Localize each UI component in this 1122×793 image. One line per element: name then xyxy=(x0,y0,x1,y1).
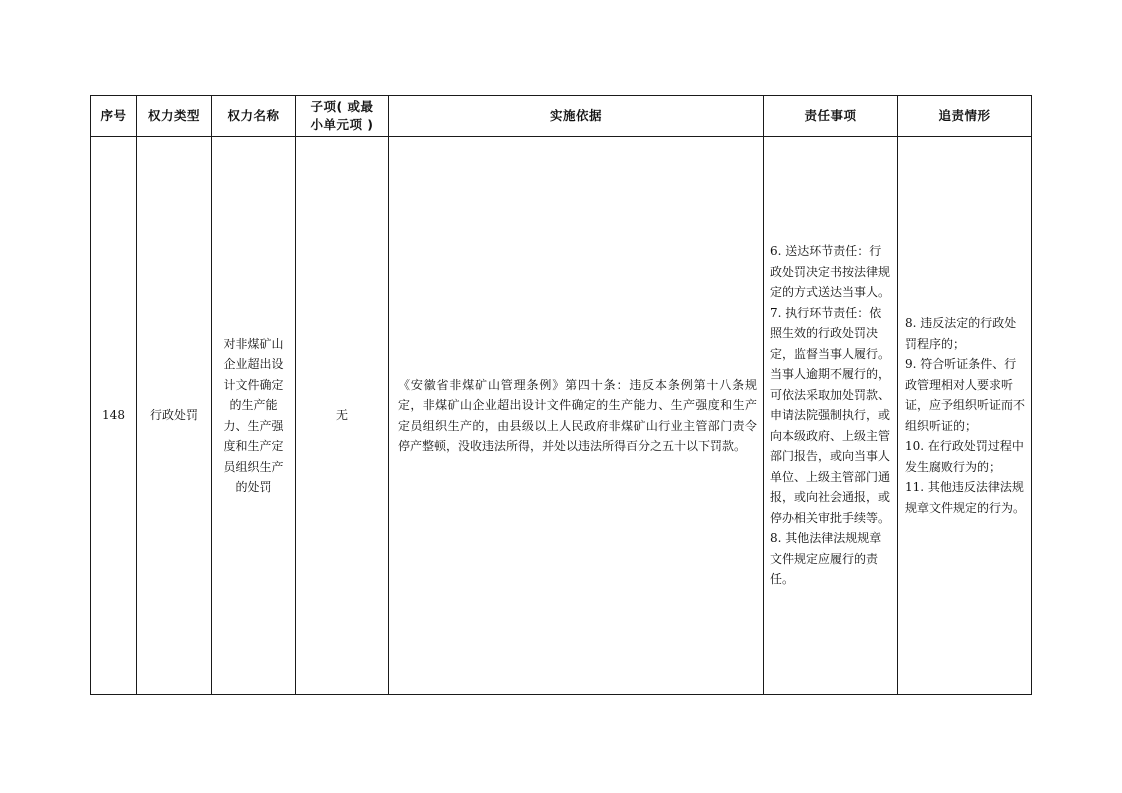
responsibility-item: 8. 其他法律法规规章文件规定应履行的责任。 xyxy=(770,531,882,587)
header-power-name: 权力名称 xyxy=(212,96,296,137)
power-list-table xyxy=(90,95,1032,695)
responsibility-item: 7. 执行环节责任：依照生效的行政处罚决定，监督当事人履行。当事人逾期不履行的，可依法采取加处罚款、申请法院强制执行，或向本级政府、上级主管部门报告，或向当事人单位、上级主管部门通报，或向社会通报，或停办相关审批手续等。 xyxy=(770,305,891,525)
header-accountability: 追责情形 xyxy=(898,96,1032,137)
header-basis: 实施依据 xyxy=(389,96,764,137)
accountability-item: 8. 违反法定的行政处罚程序的； xyxy=(905,316,1017,351)
responsibility-item: 6. 送达环节责任：行政处罚决定书按法律规定的方式送达当事人。 xyxy=(770,244,891,300)
cell-responsibility xyxy=(764,137,898,695)
header-sub-item xyxy=(296,96,389,137)
table-row xyxy=(91,137,1032,695)
cell-sub-item: 无 xyxy=(296,137,389,695)
accountability-item: 10. 在行政处罚过程中发生腐败行为的； xyxy=(905,439,1024,474)
header-sub-item-label: 子项( 或最小单元项 ) xyxy=(310,99,374,132)
cell-seq: 148 xyxy=(91,137,137,695)
header-responsibility: 责任事项 xyxy=(764,96,898,137)
basis-text: 《安徽省非煤矿山管理条例》第四十条：违反本条例第十八条规定，非煤矿山企业超出设计文件确定的生产能力、生产强度和生产定员组织生产的，由县级以上人民政府非煤矿山行业主管部门责令停产整顿，没收违法所得，并处以违法所得百分之五十以下罚款。 xyxy=(398,377,757,453)
cell-power-type: 行政处罚 xyxy=(137,137,212,695)
accountability-list xyxy=(898,313,1031,518)
power-name-text: 对非煤矿山企业超出设计文件确定的生产能力、生产强度和生产定员组织生产的处罚 xyxy=(223,336,284,494)
header-power-type: 权力类型 xyxy=(137,96,212,137)
accountability-item: 11. 其他违反法律法规规章文件规定的行为。 xyxy=(905,480,1026,515)
cell-accountability xyxy=(898,137,1032,695)
cell-basis xyxy=(389,137,764,695)
header-row xyxy=(91,96,1032,137)
cell-power-name xyxy=(212,137,296,695)
accountability-item: 9. 符合听证条件、行政管理相对人要求听证，应予组织听证而不组织听证的； xyxy=(905,357,1026,433)
responsibility-list xyxy=(764,241,897,590)
header-seq: 序号 xyxy=(91,96,137,137)
